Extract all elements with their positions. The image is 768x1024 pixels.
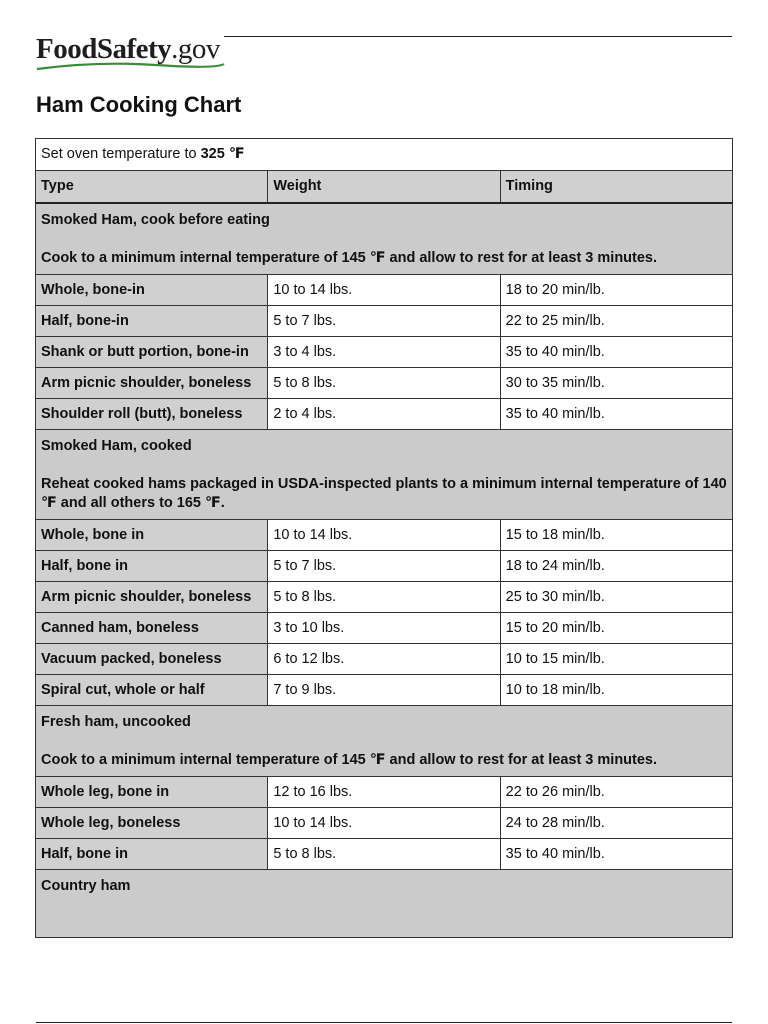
cell-type: Half, bone-in bbox=[36, 306, 268, 337]
cell-weight: 7 to 9 lbs. bbox=[268, 675, 500, 706]
cell-type: Shank or butt portion, bone-in bbox=[36, 337, 268, 368]
cell-timing: 35 to 40 min/lb. bbox=[500, 399, 732, 430]
section-heading: Smoked Ham, cooked bbox=[41, 438, 192, 454]
cell-timing: 18 to 20 min/lb. bbox=[500, 275, 732, 306]
oven-temperature-value: 325 ℉ bbox=[200, 146, 245, 162]
section-header-row bbox=[36, 430, 733, 520]
cell-weight: 5 to 8 lbs. bbox=[268, 582, 500, 613]
cell-timing: 15 to 18 min/lb. bbox=[500, 520, 732, 551]
ham-cooking-chart bbox=[35, 138, 733, 938]
cell-type: Whole, bone-in bbox=[36, 275, 268, 306]
cell-weight: 6 to 12 lbs. bbox=[268, 644, 500, 675]
column-header-weight: Weight bbox=[268, 171, 500, 204]
cell-timing: 25 to 30 min/lb. bbox=[500, 582, 732, 613]
cell-weight: 5 to 7 lbs. bbox=[268, 306, 500, 337]
section-note: Cook to a minimum internal temperature of 145 ℉ and allow to rest for at least 3 minutes. bbox=[41, 250, 658, 266]
section-heading: Smoked Ham, cook before eating bbox=[41, 212, 270, 228]
table-row bbox=[36, 337, 733, 368]
section-note: Cook to a minimum internal temperature of 145 ℉ and allow to rest for at least 3 minutes. bbox=[41, 752, 658, 768]
section-header-cell bbox=[36, 430, 733, 520]
table-row bbox=[36, 839, 733, 870]
cell-timing: 22 to 25 min/lb. bbox=[500, 306, 732, 337]
column-header-type: Type bbox=[36, 171, 268, 204]
cell-weight: 10 to 14 lbs. bbox=[268, 808, 500, 839]
section-header-row bbox=[36, 706, 733, 777]
logo-brand-name: FoodSafety bbox=[36, 33, 172, 65]
cell-timing: 18 to 24 min/lb. bbox=[500, 551, 732, 582]
oven-temperature-label: Set oven temperature to bbox=[41, 146, 201, 162]
table-row bbox=[36, 399, 733, 430]
cell-type: Shoulder roll (butt), boneless bbox=[36, 399, 268, 430]
table-row bbox=[36, 368, 733, 399]
section-heading: Fresh ham, uncooked bbox=[41, 714, 191, 730]
cell-type: Arm picnic shoulder, boneless bbox=[36, 582, 268, 613]
cell-type: Half, bone in bbox=[36, 839, 268, 870]
cell-timing: 30 to 35 min/lb. bbox=[500, 368, 732, 399]
page-title: Ham Cooking Chart bbox=[36, 92, 242, 117]
cell-type: Canned ham, boneless bbox=[36, 613, 268, 644]
header-divider bbox=[224, 36, 732, 37]
cell-weight: 2 to 4 lbs. bbox=[268, 399, 500, 430]
table-row bbox=[36, 613, 733, 644]
section-header-cell bbox=[36, 203, 733, 275]
table-row bbox=[36, 644, 733, 675]
cell-type: Arm picnic shoulder, boneless bbox=[36, 368, 268, 399]
table-row bbox=[36, 551, 733, 582]
section-header-row bbox=[36, 203, 733, 275]
column-header-timing: Timing bbox=[500, 171, 732, 204]
cell-weight: 3 to 4 lbs. bbox=[268, 337, 500, 368]
cell-type: Whole leg, boneless bbox=[36, 808, 268, 839]
cell-weight: 10 to 14 lbs. bbox=[268, 275, 500, 306]
cell-timing: 24 to 28 min/lb. bbox=[500, 808, 732, 839]
ham-cooking-chart-container bbox=[35, 138, 733, 950]
logo-brand-suffix: .gov bbox=[171, 33, 220, 65]
cell-timing: 22 to 26 min/lb. bbox=[500, 777, 732, 808]
cell-weight: 3 to 10 lbs. bbox=[268, 613, 500, 644]
cell-timing: 15 to 20 min/lb. bbox=[500, 613, 732, 644]
cell-type: Half, bone in bbox=[36, 551, 268, 582]
table-row bbox=[36, 275, 733, 306]
table-row bbox=[36, 306, 733, 337]
section-note: Reheat cooked hams packaged in USDA-inspected plants to a minimum internal temperature of 140 ℉ and all others to 165 ℉. bbox=[41, 476, 727, 511]
foodsafety-logo[interactable] bbox=[36, 34, 236, 74]
cell-weight: 10 to 14 lbs. bbox=[268, 520, 500, 551]
table-row bbox=[36, 777, 733, 808]
cell-type: Whole leg, bone in bbox=[36, 777, 268, 808]
section-header-cell bbox=[36, 706, 733, 777]
logo-swoosh-icon bbox=[36, 60, 226, 72]
column-header-row bbox=[36, 171, 733, 204]
section-header-cell bbox=[36, 870, 733, 938]
cell-timing: 10 to 18 min/lb. bbox=[500, 675, 732, 706]
cell-type: Vacuum packed, boneless bbox=[36, 644, 268, 675]
cell-weight: 12 to 16 lbs. bbox=[268, 777, 500, 808]
table-row bbox=[36, 675, 733, 706]
table-row bbox=[36, 808, 733, 839]
table-row bbox=[36, 582, 733, 613]
section-header-row bbox=[36, 870, 733, 938]
footer-divider bbox=[36, 1022, 732, 1023]
cell-timing: 35 to 40 min/lb. bbox=[500, 839, 732, 870]
cell-weight: 5 to 8 lbs. bbox=[268, 368, 500, 399]
cell-type: Whole, bone in bbox=[36, 520, 268, 551]
cell-type: Spiral cut, whole or half bbox=[36, 675, 268, 706]
oven-temperature-cell bbox=[36, 139, 733, 171]
section-heading: Country ham bbox=[41, 878, 131, 894]
table-row bbox=[36, 520, 733, 551]
oven-temperature-row bbox=[36, 139, 733, 171]
cell-timing: 35 to 40 min/lb. bbox=[500, 337, 732, 368]
cell-weight: 5 to 7 lbs. bbox=[268, 551, 500, 582]
cell-timing: 10 to 15 min/lb. bbox=[500, 644, 732, 675]
cell-weight: 5 to 8 lbs. bbox=[268, 839, 500, 870]
